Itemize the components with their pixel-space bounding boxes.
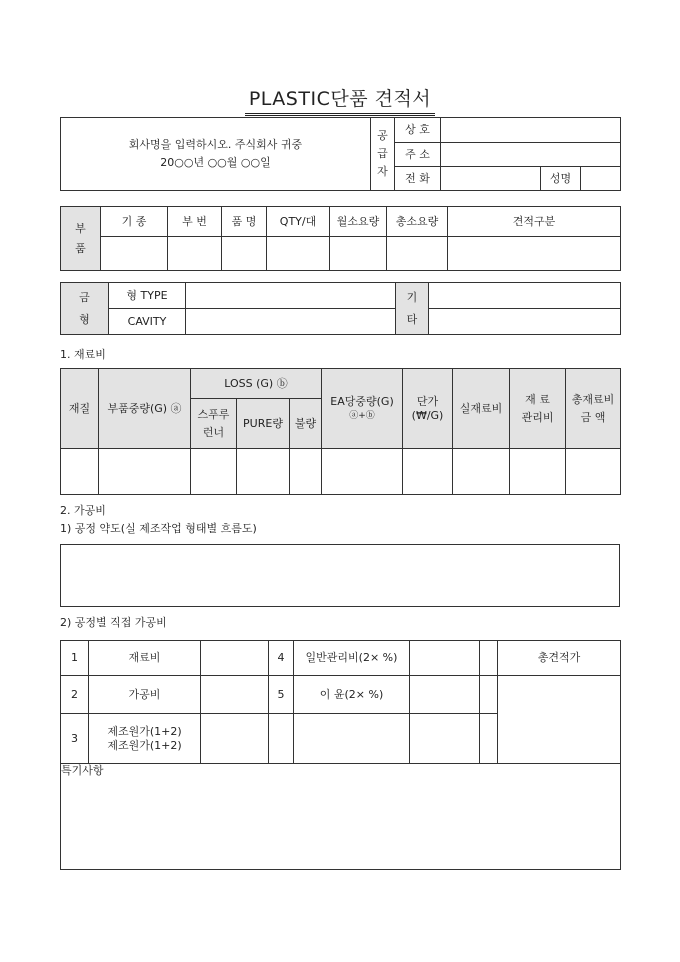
mold-etc-char-2: 타 [406, 312, 418, 326]
mh-part-weight: 부품중량(G) ⓐ [99, 369, 191, 449]
mh-sprue-line-1: 스푸루 [197, 407, 230, 421]
mv-pure[interactable] [237, 449, 290, 495]
direct-processing-label: 2) 공정별 직접 가공비 [60, 616, 167, 629]
mh-total-line-2: 금 액 [580, 410, 606, 424]
mold-etc-value-1[interactable] [429, 283, 621, 309]
mold-side-char-2: 형 [79, 312, 90, 326]
field-label-address: 주 소 [395, 143, 441, 167]
supplier-label-cell [371, 118, 395, 191]
mh-ea-weight [322, 369, 403, 449]
parts-header-monthly: 월소요량 [330, 207, 387, 237]
total-quote-value[interactable] [498, 676, 621, 764]
mh-mgmt-line-2: 관리비 [521, 410, 554, 424]
mh-sprue-runner [191, 399, 237, 449]
name-value[interactable] [581, 167, 621, 191]
remarks-cell[interactable] [61, 764, 621, 870]
summary-value-profit[interactable] [410, 676, 480, 714]
parts-header-model: 기 종 [101, 207, 168, 237]
summary-no-4: 4 [269, 641, 294, 676]
mold-etc-label [396, 283, 429, 335]
summary-value-mfg-cost[interactable] [201, 714, 269, 764]
mv-mgmt-cost[interactable] [510, 449, 566, 495]
summary-label-profit: 이 윤(2× %) [294, 676, 410, 714]
company-cell [61, 118, 371, 191]
mold-table [60, 282, 621, 335]
mh-total-line-1: 총재료비 [571, 392, 615, 406]
mold-cavity-label: CAVITY [109, 309, 186, 335]
mh-ea-line-1: EA당중량(G) [330, 394, 394, 408]
summary-label-overhead: 일반관리비(2× %) [294, 641, 410, 676]
mh-loss: LOSS (G) ⓑ [191, 369, 322, 399]
summary-no-3: 3 [61, 714, 89, 764]
mv-material[interactable] [61, 449, 99, 495]
parts-header-total: 총소요량 [387, 207, 448, 237]
mv-unit-price[interactable] [403, 449, 453, 495]
parts-side-char-1: 부 [75, 221, 86, 235]
mold-etc-char-1: 기 [406, 290, 418, 304]
mh-price-line-1: 단가 [416, 394, 439, 408]
field-label-name: 상 호 [395, 118, 441, 143]
summary-value-overhead[interactable] [410, 641, 480, 676]
parts-value-part-name[interactable] [222, 237, 267, 271]
mh-unit-price [403, 369, 453, 449]
field-label-phone: 전 화 [395, 167, 441, 191]
parts-header-quote-type: 견적구분 [448, 207, 621, 237]
parts-value-qty[interactable] [267, 237, 330, 271]
mold-type-value[interactable] [186, 283, 396, 309]
mh-actual-cost: 실재료비 [453, 369, 510, 449]
mv-sprue[interactable] [191, 449, 237, 495]
parts-value-quote-type[interactable] [448, 237, 621, 271]
summary-no-1: 1 [61, 641, 89, 676]
mfg-cost-line-1: 제조원가(1+2) [107, 724, 182, 738]
summary-spacer-3 [480, 714, 498, 764]
document-title-wrap [0, 84, 680, 116]
parts-value-total[interactable] [387, 237, 448, 271]
summary-label-material: 재료비 [89, 641, 201, 676]
mh-total-amount [566, 369, 621, 449]
mold-cavity-value[interactable] [186, 309, 396, 335]
header-table [60, 117, 621, 191]
process-diagram-area[interactable] [61, 545, 620, 607]
mh-ea-line-2: ⓐ+ⓑ [349, 410, 375, 421]
summary-label-processing: 가공비 [89, 676, 201, 714]
parts-table [60, 206, 621, 271]
mh-mgmt-line-1: 재 료 [525, 392, 550, 406]
summary-empty-label [294, 714, 410, 764]
summary-label-mfg-cost [89, 714, 201, 764]
summary-empty-no [269, 714, 294, 764]
material-table [60, 368, 621, 495]
field-value-name[interactable] [441, 118, 621, 143]
parts-side-char-2: 품 [75, 241, 86, 255]
summary-spacer-1 [480, 641, 498, 676]
supplier-char-1: 공 [377, 129, 388, 142]
mold-type-label: 형 TYPE [109, 283, 186, 309]
mold-side-label [61, 283, 109, 335]
process-diagram-box [60, 544, 620, 607]
parts-header-part-name: 품 명 [222, 207, 267, 237]
summary-empty-value[interactable] [410, 714, 480, 764]
name-label: 성명 [541, 167, 581, 191]
field-value-address[interactable] [441, 143, 621, 167]
parts-header-part-no: 부 번 [168, 207, 222, 237]
parts-value-monthly[interactable] [330, 237, 387, 271]
company-note: 회사명을 입력하시오. 주식회사 귀중 [128, 138, 303, 151]
mv-actual-cost[interactable] [453, 449, 510, 495]
summary-spacer-2 [480, 676, 498, 714]
mh-sprue-line-2: 런너 [202, 425, 225, 439]
parts-header-qty: QTY/대 [267, 207, 330, 237]
mold-side-char-1: 금 [79, 290, 90, 304]
mh-pure: PURE량 [237, 399, 290, 449]
summary-value-processing[interactable] [201, 676, 269, 714]
parts-side-label [61, 207, 101, 271]
section-processing: 2. 가공비 [60, 504, 106, 517]
mh-price-line-2: (₩/G) [411, 408, 444, 422]
mv-part-weight[interactable] [99, 449, 191, 495]
parts-value-part-no[interactable] [168, 237, 222, 271]
supplier-char-2: 급 [377, 147, 388, 160]
process-diagram-label: 1) 공정 약도(실 제조작업 형태별 흐름도) [60, 522, 257, 535]
mv-ea-weight[interactable] [322, 449, 403, 495]
mold-etc-value-2[interactable] [429, 309, 621, 335]
mfg-cost-line-2: 제조원가(1+2) [107, 738, 182, 752]
mv-bad[interactable] [290, 449, 322, 495]
summary-no-2: 2 [61, 676, 89, 714]
supplier-char-3: 자 [377, 165, 388, 178]
remarks-label: 특기사항 [61, 764, 104, 777]
field-value-phone[interactable] [441, 167, 541, 191]
summary-value-material[interactable] [201, 641, 269, 676]
summary-table [60, 640, 621, 870]
mh-material: 재질 [61, 369, 99, 449]
document-title: PLASTIC단품 견적서 [245, 84, 435, 116]
date-line: 20○○년 ○○월 ○○일 [160, 156, 271, 169]
section-material: 1. 재료비 [60, 348, 106, 361]
total-quote-label: 총견적가 [498, 641, 621, 676]
mh-bad: 불량 [290, 399, 322, 449]
mh-mgmt-cost [510, 369, 566, 449]
summary-no-5: 5 [269, 676, 294, 714]
mv-total-amount[interactable] [566, 449, 621, 495]
parts-value-model[interactable] [101, 237, 168, 271]
